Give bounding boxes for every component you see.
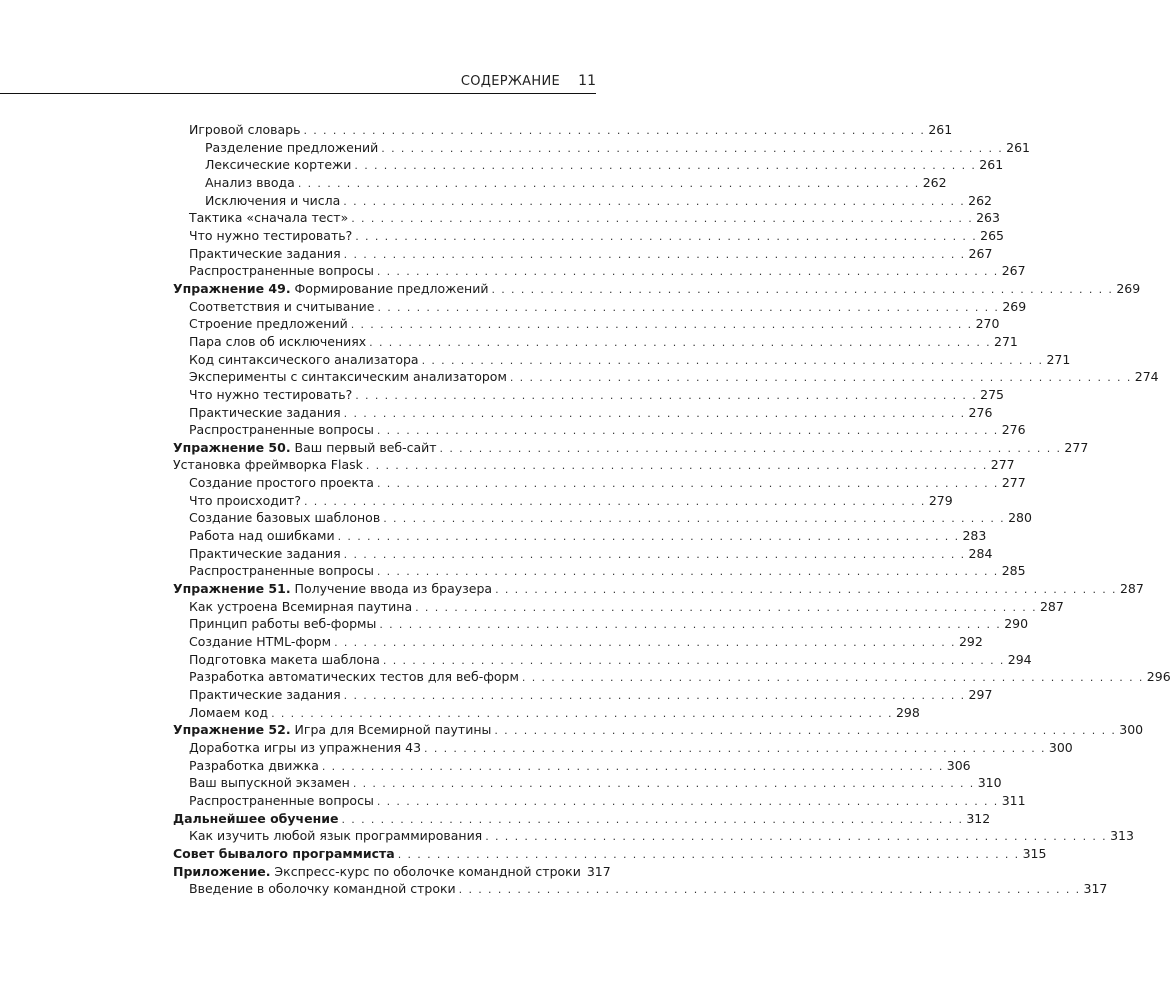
- toc-entry-title: [205, 192, 340, 210]
- dot-leader: . . . . . . . . . . . . . . . . . . . . . . . . . . . . . . . . . . . . . . . . . . . . . . . . . . . . . . . . . . . . . . . .: [343, 194, 966, 208]
- toc-page-number: 317: [586, 863, 611, 879]
- toc-page-number: 280: [1008, 510, 1032, 526]
- table-of-contents: [173, 121, 1171, 898]
- toc-section-entry[interactable]: [173, 562, 1026, 580]
- toc-page-number: 317: [1083, 881, 1108, 897]
- toc-entry-title: [189, 827, 482, 845]
- toc-section-entry[interactable]: [173, 298, 1027, 316]
- toc-entry-text: Ваш первый веб-сайт: [290, 439, 437, 455]
- toc-page-number: 263: [976, 210, 1000, 226]
- toc-page-number: 279: [928, 492, 953, 508]
- toc-section-entry[interactable]: [173, 739, 1073, 757]
- toc-entry-title: [189, 492, 301, 510]
- toc-entry-bold-label: Дальнейшее обучение: [173, 810, 339, 826]
- toc-entry-text: Как изучить любой язык программирования: [189, 828, 483, 844]
- toc-entry-title: [189, 651, 380, 669]
- dot-leader: . . . . . . . . . . . . . . . . . . . . . . . . . . . . . . . . . . . . . . . . . . . . . . . . . . . . . . . . . . . . . . . .: [343, 547, 966, 561]
- toc-entry-title: [189, 757, 319, 775]
- toc-page-number: 311: [1001, 792, 1026, 808]
- toc-entry-bold-label: Совет бывалого программиста: [173, 845, 395, 861]
- toc-chapter-entry[interactable]: [173, 863, 611, 881]
- toc-entry-text: Что нужно тестировать?: [189, 386, 353, 402]
- toc-section-entry[interactable]: [173, 492, 953, 510]
- toc-entry-text: Создание HTML-форм: [189, 634, 332, 650]
- toc-page-number: 261: [979, 157, 1004, 173]
- dot-leader: . . . . . . . . . . . . . . . . . . . . . . . . . . . . . . . . . . . . . . . . . . . . . . . . . . . . . . . . . . . . . . . .: [350, 318, 973, 332]
- header-rule: [0, 93, 596, 94]
- toc-entry-text: Строение предложений: [189, 316, 348, 332]
- dot-leader: . . . . . . . . . . . . . . . . . . . . . . . . . . . . . . . . . . . . . . . . . . . . . . . . . . . . . . . . . . . . . . . .: [521, 671, 1144, 685]
- toc-chapter-entry[interactable]: [173, 845, 1047, 863]
- toc-entry-title: [189, 774, 350, 792]
- toc-page-number: 261: [1006, 139, 1031, 155]
- toc-entry-bold-label: Упражнение 49.: [173, 280, 291, 296]
- toc-chapter-entry[interactable]: [173, 280, 1141, 298]
- toc-entry-text: Работа над ошибками: [189, 528, 335, 544]
- dot-leader: . . . . . . . . . . . . . . . . . . . . . . . . . . . . . . . . . . . . . . . . . . . . . . . . . . . . . . . . . . . . . . . .: [352, 777, 975, 791]
- toc-entry-text: Распространенные вопросы: [189, 263, 374, 279]
- toc-entry-bold-label: Упражнение 51.: [173, 581, 291, 597]
- toc-entry-title: [189, 474, 374, 492]
- dot-leader: . . . . . . . . . . . . . . . . . . . . . . . . . . . . . . . . . . . . . . . . . . . . . . . . . . . . . . . . . . . . . . . .: [397, 847, 1020, 861]
- toc-section-entry[interactable]: [173, 545, 993, 563]
- toc-chapter-entry[interactable]: [173, 439, 1089, 457]
- dot-leader: . . . . . . . . . . . . . . . . . . . . . . . . . . . . . . . . . . . . . . . . . . . . . . . . . . . . . . . . . . . . . . . .: [303, 124, 926, 137]
- toc-entry-title: [189, 404, 341, 422]
- toc-entry-title: [189, 704, 268, 722]
- toc-entry-title: [173, 456, 363, 474]
- toc-entry-text: Разработка движка: [189, 757, 319, 773]
- dot-leader: . . . . . . . . . . . . . . . . . . . . . . . . . . . . . . . . . . . . . . . . . . . . . . . . . . . . . . . . . . . . . . . .: [321, 759, 944, 773]
- toc-entry-text: Ваш выпускной экзамен: [189, 775, 350, 791]
- dot-leader: . . . . . . . . . . . . . . . . . . . . . . . . . . . . . . . . . . . . . . . . . . . . . . . . . . . . . . . . . . . . . . . .: [376, 424, 999, 438]
- toc-entry-text: Распространенные вопросы: [189, 422, 374, 438]
- dot-leader: . . . . . . . . . . . . . . . . . . . . . . . . . . . . . . . . . . . . . . . . . . . . . . . . . . . . . . . . . . . . . . . .: [351, 212, 974, 226]
- toc-section-entry[interactable]: [173, 474, 1026, 492]
- toc-section-entry[interactable]: [173, 686, 993, 704]
- toc-entry-title: [189, 880, 456, 898]
- toc-page-number: 275: [980, 386, 1004, 402]
- toc-entry-title: [189, 615, 376, 633]
- toc-entry-text: Распространенные вопросы: [189, 563, 374, 579]
- toc-entry-text: Экспресс-курс по оболочке командной строки: [270, 863, 581, 879]
- toc-entry-text: Ломаем код: [189, 704, 269, 720]
- toc-entry-text: Распространенные вопросы: [189, 792, 374, 808]
- dot-leader: . . . . . . . . . . . . . . . . . . . . . . . . . . . . . . . . . . . . . . . . . . . . . . . . . . . . . . . . . . . . . . . .: [439, 441, 1062, 455]
- dot-leader: . . . . . . . . . . . . . . . . . . . . . . . . . . . . . . . . . . . . . . . . . . . . . . . . . . . . . . . . . . . . . . . .: [381, 141, 1004, 155]
- dot-leader: . . . . . . . . . . . . . . . . . . . . . . . . . . . . . . . . . . . . . . . . . . . . . . . . . . . . . . . . . . . . . . . .: [334, 636, 956, 650]
- toc-section-entry[interactable]: [173, 615, 1029, 633]
- toc-entry-title: [205, 174, 295, 192]
- toc-entry-text: Практические задания: [189, 545, 341, 561]
- toc-entry-text: Установка фреймворка Flask: [173, 457, 363, 473]
- toc-entry-text: Игровой словарь: [189, 122, 301, 137]
- dot-leader: . . . . . . . . . . . . . . . . . . . . . . . . . . . . . . . . . . . . . . . . . . . . . . . . . . . . . . . . . . . . . . . .: [421, 353, 1044, 367]
- toc-page-number: 290: [1004, 616, 1029, 632]
- dot-leader: . . . . . . . . . . . . . . . . . . . . . . . . . . . . . . . . . . . . . . . . . . . . . . . . . . . . . . . . . . . . . . . .: [271, 706, 893, 720]
- toc-entry-title: [189, 545, 341, 563]
- toc-section-entry[interactable]: [173, 315, 1000, 333]
- toc-page-number: 269: [1116, 280, 1141, 296]
- dot-leader: . . . . . . . . . . . . . . . . . . . . . . . . . . . . . . . . . . . . . . . . . . . . . . . . . . . . . . . . . . . . . . . .: [382, 653, 1005, 667]
- toc-section-entry[interactable]: [173, 704, 920, 722]
- toc-page-number: 315: [1022, 845, 1047, 861]
- toc-page-number: 298: [895, 704, 920, 720]
- toc-section-entry[interactable]: [173, 368, 1159, 386]
- toc-section-entry[interactable]: [173, 227, 1004, 245]
- toc-entry-bold-label: Упражнение 52.: [173, 722, 291, 738]
- toc-entry-title: [189, 245, 341, 263]
- dot-leader: . . . . . . . . . . . . . . . . . . . . . . . . . . . . . . . . . . . . . . . . . . . . . . . . . . . . . . . . . . . . . . . .: [337, 530, 960, 544]
- toc-entry-title: [205, 156, 351, 174]
- dot-leader: . . . . . . . . . . . . . . . . . . . . . . . . . . . . . . . . . . . . . . . . . . . . . . . . . . . . . . . . . . . . . . . .: [376, 794, 999, 808]
- toc-entry-text: Что нужно тестировать?: [189, 227, 353, 243]
- toc-entry-title: [189, 562, 374, 580]
- dot-leader: . . . . . . . . . . . . . . . . . . . . . . . . . . . . . . . . . . . . . . . . . . . . . . . . . . . . . . . . . . . . . . . .: [369, 335, 992, 349]
- toc-page-number: 312: [966, 810, 991, 826]
- toc-page-number: 274: [1134, 369, 1159, 385]
- toc-page-number: 287: [1119, 581, 1144, 597]
- toc-page-number: 297: [968, 687, 993, 702]
- toc-section-entry[interactable]: [173, 527, 987, 545]
- toc-entry-text: Как устроена Всемирная паутина: [189, 598, 413, 614]
- toc-section-entry[interactable]: [173, 386, 1004, 404]
- toc-entry-text: Исключения и числа: [205, 192, 341, 208]
- toc-page-number: 296: [1146, 669, 1171, 685]
- toc-entry-title: [189, 209, 348, 227]
- dot-leader: . . . . . . . . . . . . . . . . . . . . . . . . . . . . . . . . . . . . . . . . . . . . . . . . . . . . . . . . . . . . . . . .: [341, 812, 964, 826]
- toc-entry-title: [189, 686, 341, 704]
- dot-leader: . . . . . . . . . . . . . . . . . . . . . . . . . . . . . . . . . . . . . . . . . . . . . . . . . . . . . . . . . . . . . . . .: [379, 618, 1002, 632]
- toc-section-entry[interactable]: [173, 245, 993, 263]
- toc-entry-title: [173, 810, 338, 828]
- toc-entry-text: Код синтаксического анализатора: [189, 351, 419, 367]
- header-title: СОДЕРЖАНИЕ: [460, 74, 560, 89]
- toc-section-entry[interactable]: [173, 792, 1026, 810]
- toc-entry-text: Разделение предложений: [205, 139, 379, 155]
- toc-entry-title: [173, 845, 395, 863]
- toc-page-number: 265: [980, 227, 1004, 243]
- toc-entry-title: [189, 598, 412, 616]
- toc-entry-title: [189, 351, 419, 369]
- dot-leader: . . . . . . . . . . . . . . . . . . . . . . . . . . . . . . . . . . . . . . . . . . . . . . . . . . . . . . . . . . . . . . . .: [383, 512, 1006, 526]
- toc-section-entry[interactable]: [173, 651, 1032, 669]
- toc-section-entry[interactable]: [173, 668, 1171, 686]
- toc-section-entry[interactable]: [173, 333, 1018, 351]
- dot-leader: . . . . . . . . . . . . . . . . . . . . . . . . . . . . . . . . . . . . . . . . . . . . . . . . . . . . . . . . . . . . . . . .: [355, 229, 978, 243]
- toc-section-entry[interactable]: [173, 774, 1002, 792]
- dot-leader: . . . . . . . . . . . . . . . . . . . . . . . . . . . . . . . . . . . . . . . . . . . . . . . . . . . . . . . . . . . . . . . .: [495, 583, 1117, 597]
- toc-page-number: 277: [1064, 439, 1089, 455]
- toc-entry-text: Создание простого проекта: [189, 475, 374, 491]
- toc-page-number: 269: [1002, 298, 1027, 314]
- toc-entry-title: [189, 368, 507, 386]
- dot-leader: . . . . . . . . . . . . . . . . . . . . . . . . . . . . . . . . . . . . . . . . . . . . . . . . . . . . . . . . . . . . . . . .: [376, 565, 999, 579]
- toc-entry-text: Формирование предложений: [290, 280, 489, 296]
- toc-entry-title: [189, 421, 374, 439]
- toc-section-entry[interactable]: [173, 121, 953, 139]
- toc-page-number: 313: [1110, 828, 1134, 844]
- toc-entry-title: [189, 527, 335, 545]
- dot-leader: . . . . . . . . . . . . . . . . . . . . . . . . . . . . . . . . . . . . . . . . . . . . . . . . . . . . . . . . . . . . . . . .: [415, 600, 1037, 614]
- toc-entry-text: Соответствия и считывание: [189, 298, 375, 314]
- dot-leader: . . . . . . . . . . . . . . . . . . . . . . . . . . . . . . . . . . . . . . . . . . . . . . . . . . . . . . . . . . . . . . . .: [491, 282, 1114, 296]
- toc-page-number: 300: [1048, 739, 1073, 755]
- toc-entry-title: [189, 633, 331, 651]
- toc-entry-text: Что происходит?: [189, 492, 301, 508]
- toc-entry-bold-label: Приложение.: [173, 863, 271, 879]
- toc-entry-title: [189, 262, 374, 280]
- toc-page-number: 261: [928, 122, 953, 137]
- toc-entry-title: [173, 439, 437, 457]
- toc-entry-title: [173, 863, 581, 881]
- toc-entry-text: Практические задания: [189, 245, 341, 261]
- running-header: [0, 70, 682, 94]
- toc-entry-text: Тактика «сначала тест»: [189, 210, 349, 226]
- toc-page-number: 276: [968, 404, 993, 420]
- toc-page-number: 284: [968, 545, 993, 561]
- toc-entry-text: Создание базовых шаблонов: [189, 510, 381, 526]
- toc-chapter-entry[interactable]: [173, 721, 1144, 739]
- toc-entry-title: [173, 280, 488, 298]
- toc-entry-title: [189, 668, 519, 686]
- toc-entry-text: Практические задания: [189, 404, 341, 420]
- dot-leader: . . . . . . . . . . . . . . . . . . . . . . . . . . . . . . . . . . . . . . . . . . . . . . . . . . . . . . . . . . . . . . . .: [376, 265, 999, 279]
- toc-entry-title: [189, 121, 300, 139]
- toc-entry-title: [205, 139, 378, 157]
- toc-entry-text: Анализ ввода: [205, 174, 295, 190]
- toc-page-number: 271: [994, 333, 1018, 349]
- toc-page-number: 283: [962, 528, 987, 544]
- toc-entry-title: [189, 298, 374, 316]
- toc-entry-text: Пара слов об исключениях: [189, 333, 367, 349]
- dot-leader: . . . . . . . . . . . . . . . . . . . . . . . . . . . . . . . . . . . . . . . . . . . . . . . . . . . . . . . . . . . . . . . .: [494, 724, 1117, 738]
- toc-section-entry[interactable]: [173, 827, 1134, 845]
- toc-entry-text: Подготовка макета шаблона: [189, 651, 380, 667]
- toc-chapter-entry[interactable]: [173, 456, 1015, 474]
- toc-page-number: 300: [1119, 722, 1144, 738]
- dot-leader: . . . . . . . . . . . . . . . . . . . . . . . . . . . . . . . . . . . . . . . . . . . . . . . . . . . . . . . . . . . . . . . .: [377, 300, 1000, 314]
- toc-chapter-entry[interactable]: [173, 580, 1144, 598]
- dot-leader: . . . . . . . . . . . . . . . . . . . . . . . . . . . . . . . . . . . . . . . . . . . . . . . . . . . . . . . . . . . . . . . .: [485, 830, 1108, 844]
- toc-page-number: 306: [946, 757, 971, 773]
- toc-entry-title: [173, 721, 491, 739]
- dot-leader: . . . . . . . . . . . . . . . . . . . . . . . . . . . . . . . . . . . . . . . . . . . . . . . . . . . . . . . . . . . . . . . .: [376, 477, 999, 491]
- dot-leader: . . . . . . . . . . . . . . . . . . . . . . . . . . . . . . . . . . . . . . . . . . . . . . . . . . . . . . . . . . . . . . . .: [354, 159, 977, 173]
- toc-entry-text: Разработка автоматических тестов для веб-форм: [189, 669, 519, 685]
- toc-section-entry[interactable]: [173, 598, 1064, 616]
- toc-section-entry[interactable]: [173, 174, 947, 192]
- toc-entry-title: [189, 315, 348, 333]
- toc-entry-bold-label: Упражнение 50.: [173, 439, 291, 455]
- toc-section-entry[interactable]: [173, 156, 1004, 174]
- toc-section-entry[interactable]: [173, 139, 1031, 157]
- toc-entry-title: [189, 509, 380, 527]
- toc-page-number: 271: [1046, 351, 1071, 367]
- toc-page-number: 277: [1001, 475, 1026, 491]
- dot-leader: . . . . . . . . . . . . . . . . . . . . . . . . . . . . . . . . . . . . . . . . . . . . . . . . . . . . . . . . . . . . . . . .: [343, 406, 966, 420]
- dot-leader: . . . . . . . . . . . . . . . . . . . . . . . . . . . . . . . . . . . . . . . . . . . . . . . . . . . . . . . . . . . . . . . .: [509, 371, 1132, 385]
- dot-leader: . . . . . . . . . . . . . . . . . . . . . . . . . . . . . . . . . . . . . . . . . . . . . . . . . . . . . . . . . . . . . . . .: [424, 741, 1046, 755]
- toc-section-entry[interactable]: [173, 421, 1026, 439]
- dot-leader: . . . . . . . . . . . . . . . . . . . . . . . . . . . . . . . . . . . . . . . . . . . . . . . . . . . . . . . . . . . . . . . .: [343, 247, 966, 261]
- toc-section-entry[interactable]: [173, 192, 993, 210]
- toc-entry-title: [189, 333, 366, 351]
- toc-entry-title: [173, 580, 492, 598]
- toc-page-number: 267: [968, 245, 993, 261]
- toc-entry-text: Игра для Всемирной паутины: [290, 722, 492, 738]
- toc-entry-text: Доработка игры из упражнения 43: [189, 739, 422, 755]
- dot-leader: . . . . . . . . . . . . . . . . . . . . . . . . . . . . . . . . . . . . . . . . . . . . . . . . . . . . . . . . . . . . . . . .: [303, 494, 926, 508]
- toc-entry-text: Введение в оболочку командной строки: [189, 881, 456, 897]
- toc-section-entry[interactable]: [173, 351, 1071, 369]
- toc-page-number: 262: [922, 174, 947, 190]
- toc-chapter-entry[interactable]: [173, 810, 991, 828]
- toc-section-entry[interactable]: [173, 404, 993, 422]
- toc-page-number: 285: [1001, 563, 1026, 579]
- toc-section-entry[interactable]: [173, 262, 1026, 280]
- toc-entry-title: [189, 386, 352, 404]
- toc-entry-text: Практические задания: [189, 687, 341, 702]
- toc-entry-text: Получение ввода из браузера: [290, 581, 493, 597]
- toc-section-entry[interactable]: [173, 633, 983, 651]
- toc-entry-title: [189, 739, 421, 757]
- toc-section-entry[interactable]: [173, 880, 1108, 898]
- dot-leader: . . . . . . . . . . . . . . . . . . . . . . . . . . . . . . . . . . . . . . . . . . . . . . . . . . . . . . . . . . . . . . . .: [365, 459, 988, 473]
- toc-page-number: 310: [977, 775, 1002, 791]
- dot-leader: . . . . . . . . . . . . . . . . . . . . . . . . . . . . . . . . . . . . . . . . . . . . . . . . . . . . . . . . . . . . . . . .: [297, 176, 920, 190]
- toc-page-number: 287: [1039, 598, 1064, 614]
- dot-leader: . . . . . . . . . . . . . . . . . . . . . . . . . . . . . . . . . . . . . . . . . . . . . . . . . . . . . . . . . . . . . . . .: [458, 883, 1081, 897]
- toc-page-number: 262: [968, 192, 993, 208]
- toc-section-entry[interactable]: [173, 209, 1000, 227]
- toc-entry-title: [189, 792, 374, 810]
- toc-page-number: 277: [990, 457, 1015, 473]
- dot-leader: . . . . . . . . . . . . . . . . . . . . . . . . . . . . . . . . . . . . . . . . . . . . . . . . . . . . . . . . . . . . . . . .: [343, 689, 966, 702]
- toc-page-number: 294: [1007, 651, 1032, 667]
- toc-section-entry[interactable]: [173, 757, 971, 775]
- toc-entry-text: Эксперименты с синтаксическим анализатором: [189, 369, 507, 385]
- page-number: 11: [578, 73, 596, 89]
- toc-entry-text: Принцип работы веб-формы: [189, 616, 377, 632]
- toc-entry-text: Лексические кортежи: [205, 157, 352, 173]
- toc-page-number: 292: [958, 634, 983, 650]
- toc-page-number: 270: [975, 316, 1000, 332]
- dot-leader: . . . . . . . . . . . . . . . . . . . . . . . . . . . . . . . . . . . . . . . . . . . . . . . . . . . . . . . . . . . . . . . .: [355, 388, 978, 402]
- toc-page-number: 267: [1001, 263, 1026, 279]
- toc-page-number: 276: [1001, 422, 1026, 438]
- toc-section-entry[interactable]: [173, 509, 1032, 527]
- toc-entry-title: [189, 227, 352, 245]
